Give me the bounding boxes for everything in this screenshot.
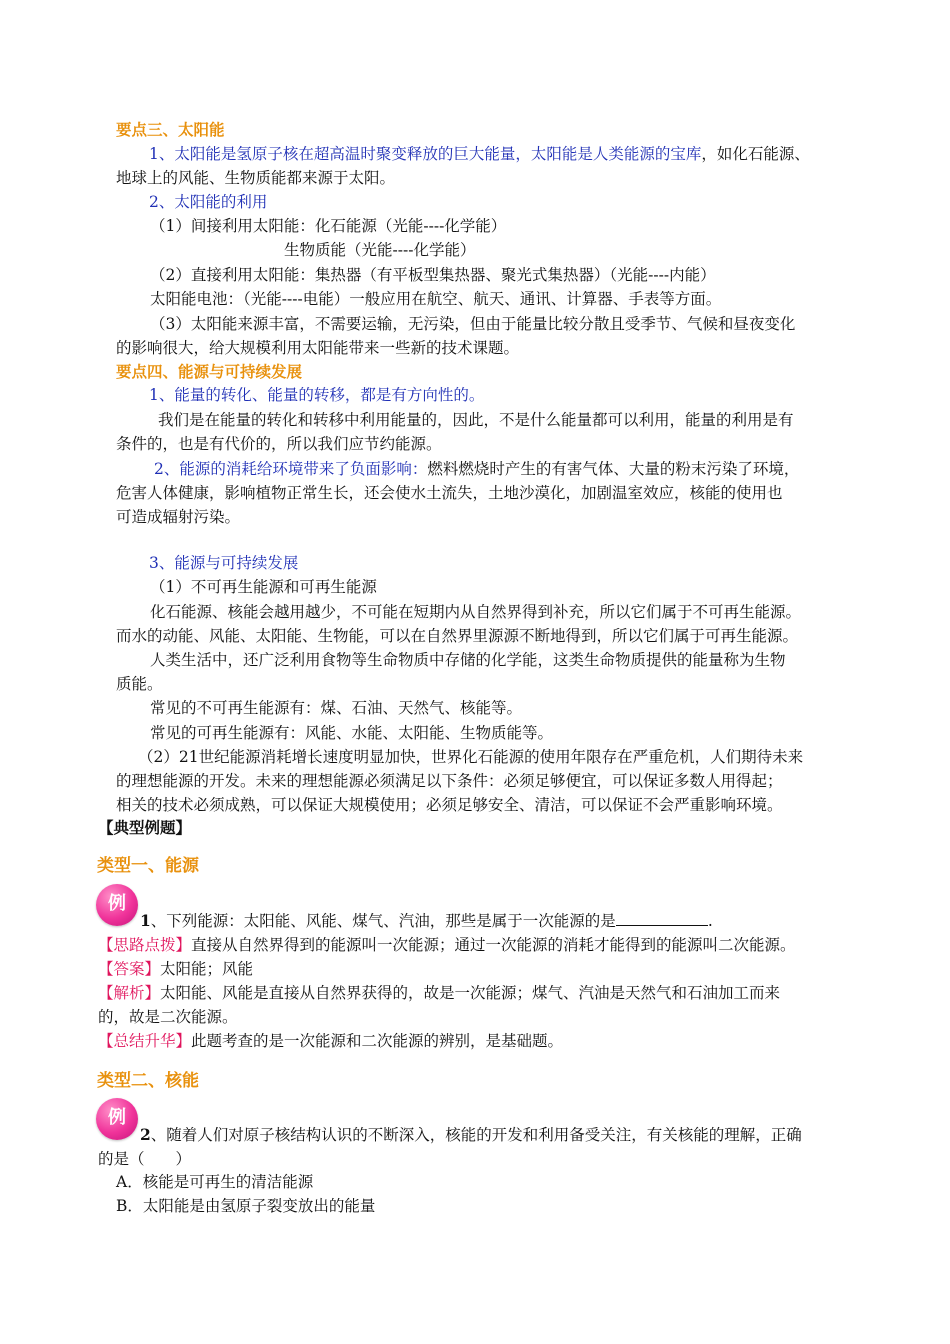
sustain-point-2 xyxy=(154,457,880,481)
answer-label: 【答案】 xyxy=(98,960,161,978)
solar-use-indirect: （1）间接利用太阳能：化石能源（光能----化学能） xyxy=(150,217,507,235)
solar-use-cell: 太阳能电池：（光能----电能）一般应用在航空、航天、通讯、计算器、手表等方面。 xyxy=(150,290,722,308)
sustain-point-3-line9: 的理想能源的开发。未来的理想能源必须满足以下条件：必须足够便宜，可以保证多数人用得起； xyxy=(116,772,783,790)
question-1-text: 、下列能源：太阳能、风能、煤气、汽油，那些是属于一次能源的是 xyxy=(150,912,616,930)
solar-point-1-rest: ，如化石能源、 xyxy=(701,145,810,163)
sustain-point-3-line5: 质能。 xyxy=(116,675,163,693)
sustain-point-3-sub2: （2）21世纪能源消耗增长速度明显加快，世界化石能源的使用年限存在严重危机，人们期待未来 xyxy=(138,748,804,766)
solar-use-direct: （2）直接利用太阳能：集热器（有平板型集热器、聚光式集热器）（光能----内能） xyxy=(150,266,716,284)
sustain-point-3-line4: 人类生活中，还广泛利用食物等生命物质中存储的化学能，这类生命物质提供的能量称为生物 xyxy=(150,651,786,669)
sustain-point-3-line3: 而水的动能、风能、太阳能、生物能，可以在自然界里源源不断地得到，所以它们属于可再生能源。 xyxy=(116,627,799,645)
sustain-point-2-line2: 危害人体健康，影响植物正常生长，还会使水土流失，土地沙漠化，加剧温室效应，核能的使用也 xyxy=(116,484,783,502)
sustain-point-3-title: 3、能源与可持续发展 xyxy=(149,554,299,572)
solar-point-1 xyxy=(149,142,880,166)
question-2 xyxy=(140,1123,880,1147)
option-b: B．太阳能是由氢原子裂变放出的能量 xyxy=(116,1197,376,1215)
answer-blank xyxy=(616,911,708,926)
hint-row xyxy=(98,933,880,957)
sustain-point-3-renewable: 常见的可再生能源有：风能、水能、太阳能、生物质能等。 xyxy=(150,724,554,742)
sustain-point-3-nonrenewable: 常见的不可再生能源有：煤、石油、天然气、核能等。 xyxy=(150,699,523,717)
answer-row xyxy=(98,957,880,981)
sustain-point-3-line2: 化石能源、核能会越用越少，不可能在短期内从自然界得到补充，所以它们属于不可再生能源。 xyxy=(150,603,802,621)
question-1 xyxy=(140,909,880,933)
sustain-point-2-line3: 可造成辐射污染。 xyxy=(116,508,241,526)
sustain-point-3-sub1: （1）不可再生能源和可再生能源 xyxy=(150,578,377,596)
question-2-text: 、随着人们对原子核结构认识的不断深入，核能的开发和利用备受关注，有关核能的理解，正确 xyxy=(150,1126,802,1144)
example-badge-2: 例 xyxy=(96,1098,138,1140)
sustain-point-1-title: 1、能量的转化、能量的转移，都是有方向性的。 xyxy=(149,386,485,404)
hint-label: 【思路点拨】 xyxy=(98,936,192,954)
sustain-point-2-highlight: 2、能源的消耗给环境带来了负面影响： xyxy=(154,460,428,478)
question-2-number: 2 xyxy=(140,1125,151,1144)
solar-use-3-line2: 的影响很大，给大规模利用太阳能带来一些新的技术课题。 xyxy=(116,339,520,357)
question-1-number: 1 xyxy=(140,911,151,930)
summary-row xyxy=(98,1029,880,1053)
sustain-point-1-line1: 我们是在能量的转化和转移中利用能量的，因此，不是什么能量都可以利用，能量的利用是有 xyxy=(158,411,794,429)
solar-use-3: （3）太阳能来源丰富，不需要运输，无污染，但由于能量比较分散且受季节、气候和昼夜变化 xyxy=(150,315,796,333)
type-2-heading: 类型二、核能 xyxy=(97,1071,199,1091)
example-badge-1: 例 xyxy=(96,884,138,926)
analysis-row xyxy=(98,981,880,1005)
summary-label: 【总结升华】 xyxy=(98,1032,192,1050)
analysis-line2: 的，故是二次能源。 xyxy=(98,1008,238,1026)
sustain-point-1-line2: 条件的，也是有代价的，所以我们应节约能源。 xyxy=(116,435,442,453)
option-a: A．核能是可再生的清洁能源 xyxy=(116,1173,314,1191)
question-2-line2: 的是（ ） xyxy=(98,1150,192,1168)
examples-heading: 【典型例题】 xyxy=(98,818,192,837)
solar-use-title: 2、太阳能的利用 xyxy=(149,193,268,211)
section-title-sustainability: 要点四、能源与可持续发展 xyxy=(116,363,303,381)
sustain-point-3-line10: 相关的技术必须成熟，可以保证大规模使用；必须足够安全、清洁，可以保证不会严重影响环境。 xyxy=(116,796,783,814)
hint-text: 直接从自然界得到的能源叫一次能源；通过一次能源的消耗才能得到的能源叫二次能源。 xyxy=(191,936,796,954)
solar-use-biomass: 生物质能（光能----化学能） xyxy=(284,241,476,259)
answer-text: 太阳能；风能 xyxy=(160,960,254,978)
sustain-point-2-rest: 燃料燃烧时产生的有害气体、大量的粉末污染了环境， xyxy=(427,460,800,478)
section-title-solar: 要点三、太阳能 xyxy=(116,121,225,139)
analysis-text: 太阳能、风能是直接从自然界获得的，故是一次能源；煤气、汽油是天然气和石油加工而来 xyxy=(160,984,781,1002)
type-1-heading: 类型一、能源 xyxy=(97,856,199,876)
summary-text: 此题考查的是一次能源和二次能源的辨别，是基础题。 xyxy=(191,1032,564,1050)
solar-point-1-line2: 地球上的风能、生物质能都来源于太阳。 xyxy=(116,169,396,187)
analysis-label: 【解析】 xyxy=(98,984,161,1002)
solar-point-1-highlight: 1、太阳能是氢原子核在超高温时聚变释放的巨大能量，太阳能是人类能源的宝库 xyxy=(149,145,702,163)
question-1-end: . xyxy=(707,912,713,930)
